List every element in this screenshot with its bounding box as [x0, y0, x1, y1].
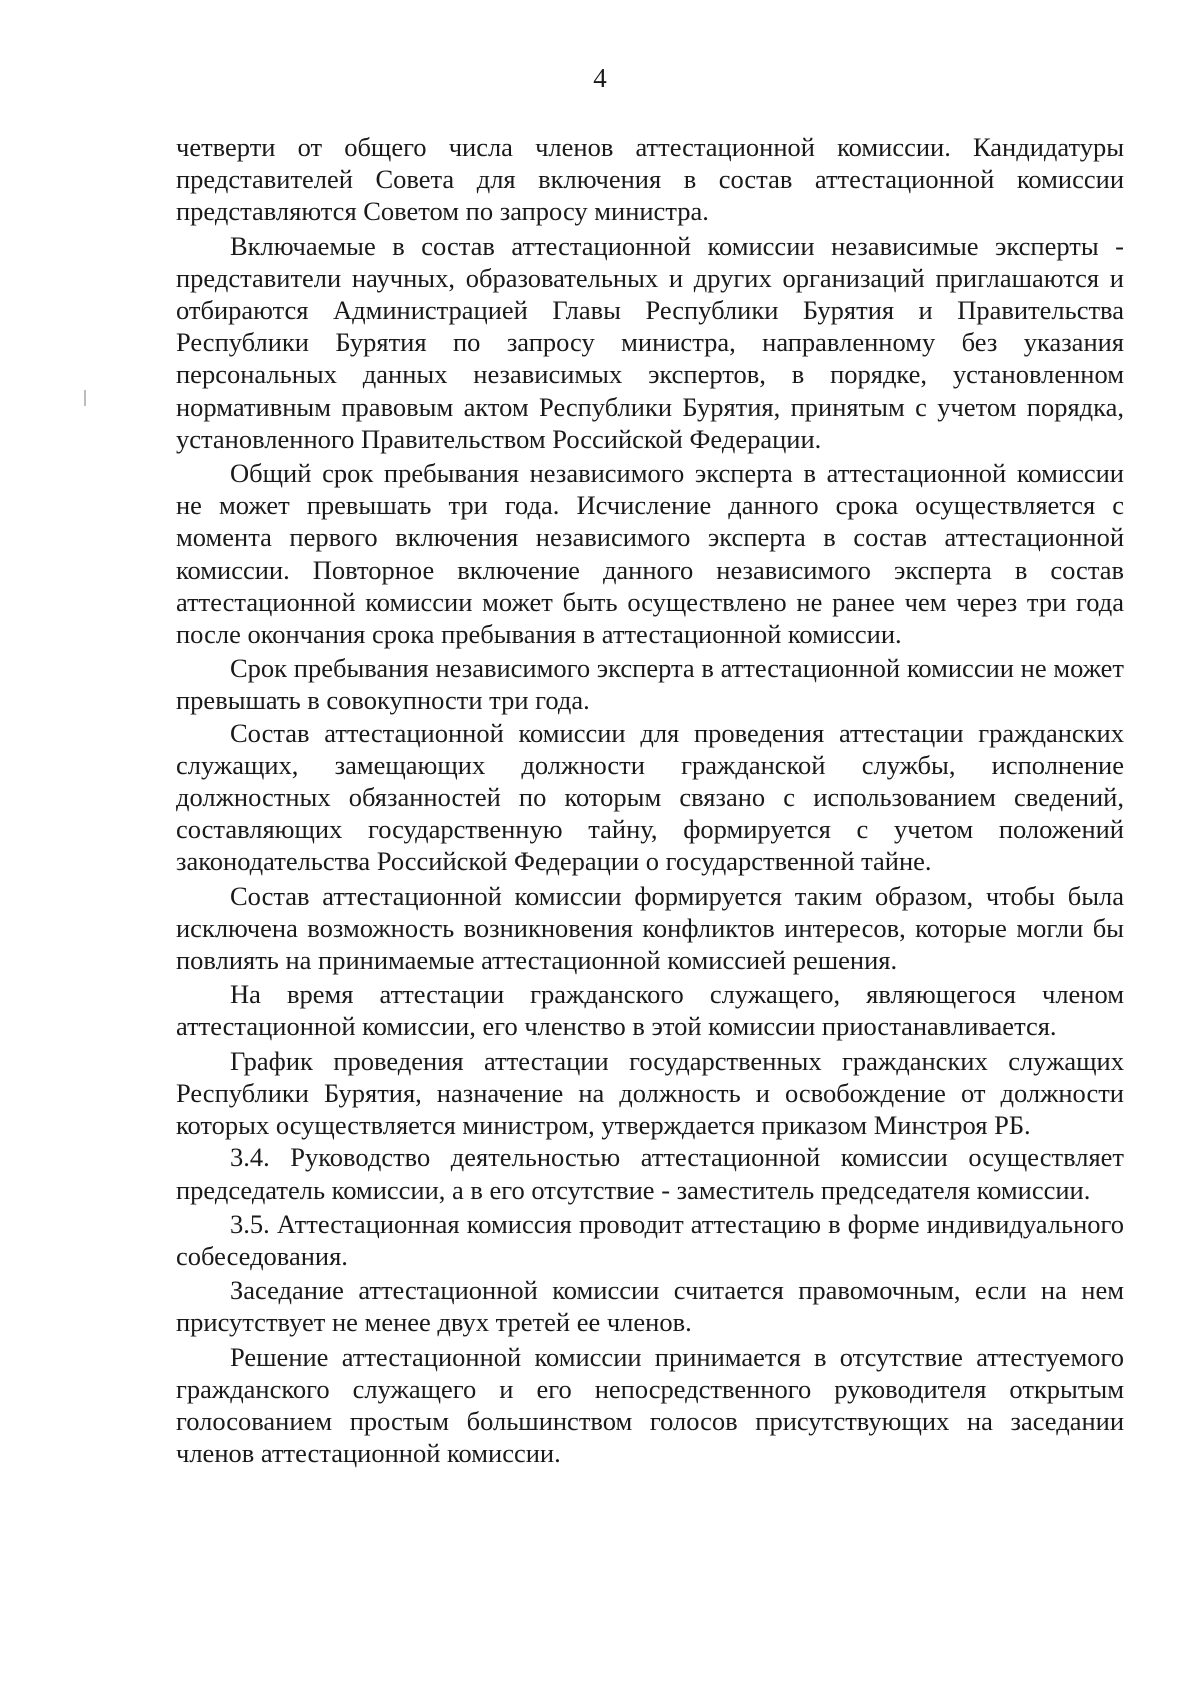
paragraph-term-of-stay: Общий срок пребывания независимого эксперта в аттестационной комиссии не может превышать три года. Исчисление данного срока осуществляется с момента первого включения независимого эксперта в состав аттестационной комиссии. Повторное включение данного независимого эксперта в состав аттестационной комиссии может быть осуществлено не ранее чем через три года после окончания срока пребывания в аттестационной комиссии. [176, 458, 1124, 650]
paragraph-independent-experts: Включаемые в состав аттестационной комиссии независимые эксперты - представители научных, образовательных и других организаций приглашаются и отбираются Администрацией Главы Республики Бурятия и Правительства Республики Бурятия по запросу министра, направленному без указания персональных данных независимых экспертов, в порядке, установленном нормативным правовым актом Республики Бурятия, принятым с учетом порядка, установленного Правительством Российской Федерации. [176, 230, 1124, 454]
paragraph-total-term: Срок пребывания независимого эксперта в аттестационной комиссии не может превышать в совокупности три года. [176, 653, 1124, 716]
paragraph-3-5: 3.5. Аттестационная комиссия проводит аттестацию в форме индивидуального собеседования. [176, 1208, 1124, 1271]
paragraph-state-secret: Состав аттестационной комиссии для проведения аттестации гражданских служащих, замещающих должности гражданской службы, исполнение должностных обязанностей по которым связано с использованием сведений, составляющих государственную тайну, формируется с учетом положений законодательства Российской Федерации о государственной тайне. [176, 717, 1124, 877]
document-body [176, 131, 1124, 1469]
page-number: 4 [593, 63, 607, 93]
paragraph-schedule: График проведения аттестации государственных гражданских служащих Республики Бурятия, назначение на должность и освобождение от должности которых осуществляется министром, утверждается приказом Минстроя РБ. [176, 1045, 1124, 1141]
margin-scan-mark [84, 390, 86, 406]
paragraph-decision: Решение аттестационной комиссии принимается в отсутствие аттестуемого гражданского служащего и его непосредственного руководителя открытым голосованием простым большинством голосов присутствующих на заседании членов аттестационной комиссии. [176, 1341, 1124, 1469]
paragraph-conflict-of-interest: Состав аттестационной комиссии формируется таким образом, чтобы была исключена возможность возникновения конфликтов интересов, которые могли бы повлиять на принимаемые аттестационной комиссией решения. [176, 880, 1124, 976]
paragraph-3-4: 3.4. Руководство деятельностью аттестационной комиссии осуществляет председатель комиссии, а в его отсутствие - заместитель председателя комиссии. [176, 1142, 1124, 1205]
paragraph-quorum: Заседание аттестационной комиссии считается правомочным, если на нем присутствует не менее двух третей ее членов. [176, 1275, 1124, 1338]
paragraph-continuation: четверти от общего числа членов аттестационной комиссии. Кандидатуры представителей Совета для включения в состав аттестационной комиссии представляются Советом по запросу министра. [176, 132, 1124, 227]
paragraph-membership-suspension: На время аттестации гражданского служащего, являющегося членом аттестационной комиссии, его членство в этой комиссии приостанавливается. [176, 979, 1124, 1042]
